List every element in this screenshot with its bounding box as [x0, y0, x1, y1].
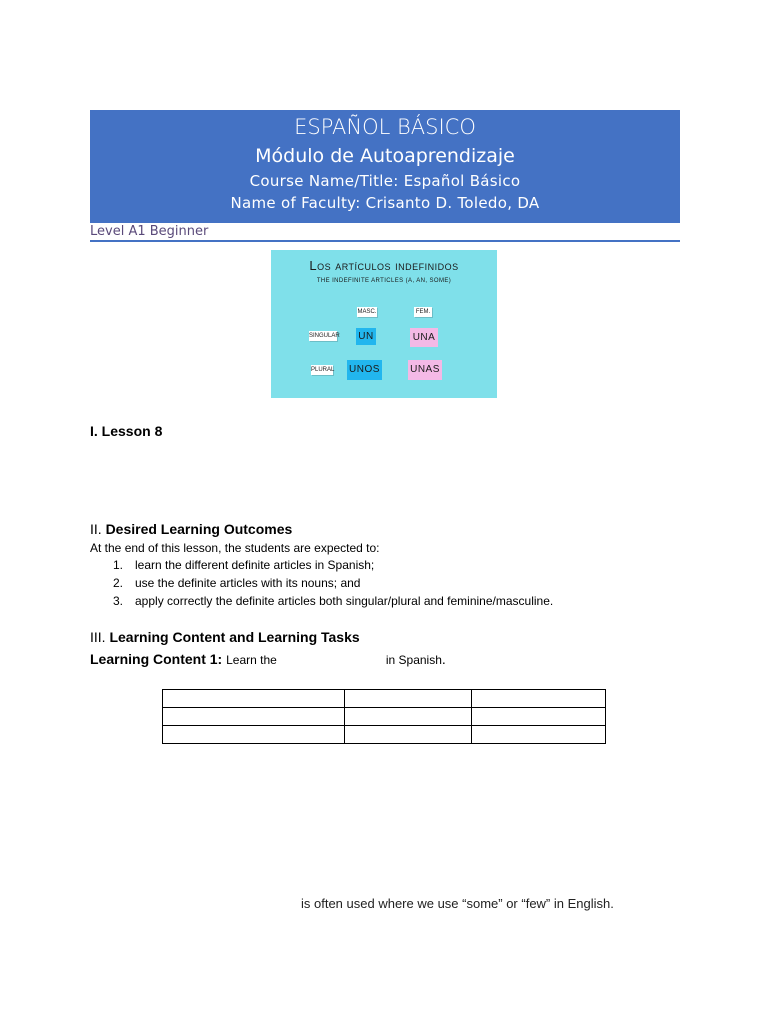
table-cell	[345, 726, 472, 744]
table-cell	[163, 690, 345, 708]
content-heading	[90, 629, 360, 645]
document-subtitle: Módulo de Autoaprendizaje	[255, 145, 515, 167]
poster-una-chip: UNA	[410, 328, 438, 347]
learning-content-label: Learning Content 1:	[90, 651, 223, 667]
title-banner	[90, 110, 680, 223]
poster-unas-chip: UNAS	[408, 360, 442, 380]
outcomes-intro: At the end of this lesson, the students are expected to:	[90, 541, 380, 555]
outcomes-list	[113, 558, 553, 612]
table-cell	[472, 708, 606, 726]
document-title: ESPAÑOL BÁSICO	[294, 115, 476, 139]
table-cell	[345, 690, 472, 708]
indefinite-articles-image	[271, 250, 497, 398]
list-item: 3. apply correctly the definite articles both singular/plural and feminine/masculine.	[113, 594, 554, 608]
outcomes-prefix: II.	[90, 521, 106, 537]
table-row	[163, 690, 606, 708]
lesson-heading: I. Lesson 8	[90, 423, 163, 439]
content-prefix: III.	[90, 629, 110, 645]
poster-un-chip: UN	[356, 328, 376, 345]
learning-content-line	[90, 651, 446, 667]
table-cell	[472, 690, 606, 708]
poster-plural-label: PLURAL	[311, 367, 335, 373]
poster-singular-label: SINGULAR	[309, 333, 340, 339]
learning-content-period: .	[441, 651, 446, 667]
course-name: Course Name/Title: Español Básico	[249, 172, 521, 190]
list-item: 1. learn the different definite articles in Spanish;	[113, 558, 375, 572]
list-item: 2. use the definite articles with its nouns; and	[113, 576, 361, 590]
faculty-name: Name of Faculty: Crisanto D. Toledo, DA	[230, 194, 540, 212]
poster-fem-label: FEM.	[415, 309, 431, 315]
table-row	[163, 708, 606, 726]
poster-title: Los artículos indefinidos	[309, 258, 459, 273]
table-cell	[472, 726, 606, 744]
poster-unos-chip: UNOS	[347, 360, 382, 380]
level-label: Level A1 Beginner	[90, 224, 209, 239]
learning-content-in: in Spanish	[385, 653, 442, 667]
usage-note: is often used where we use “some” or “few” in English.	[301, 896, 614, 911]
table-cell	[345, 708, 472, 726]
table-cell	[163, 726, 345, 744]
content-heading-text: Learning Content and Learning Tasks	[109, 629, 360, 645]
outcomes-heading-text: Desired Learning Outcomes	[105, 521, 293, 537]
articles-table	[162, 689, 606, 744]
table-cell	[163, 708, 345, 726]
header-divider	[90, 240, 680, 242]
poster-masc-label: MASC.	[357, 309, 377, 315]
outcomes-heading	[90, 521, 292, 537]
table-row	[163, 726, 606, 744]
poster-subtitle: THE INDEFINITE ARTICLES (A, AN, SOME)	[316, 278, 452, 284]
learning-content-learn: Learn the	[226, 653, 277, 667]
